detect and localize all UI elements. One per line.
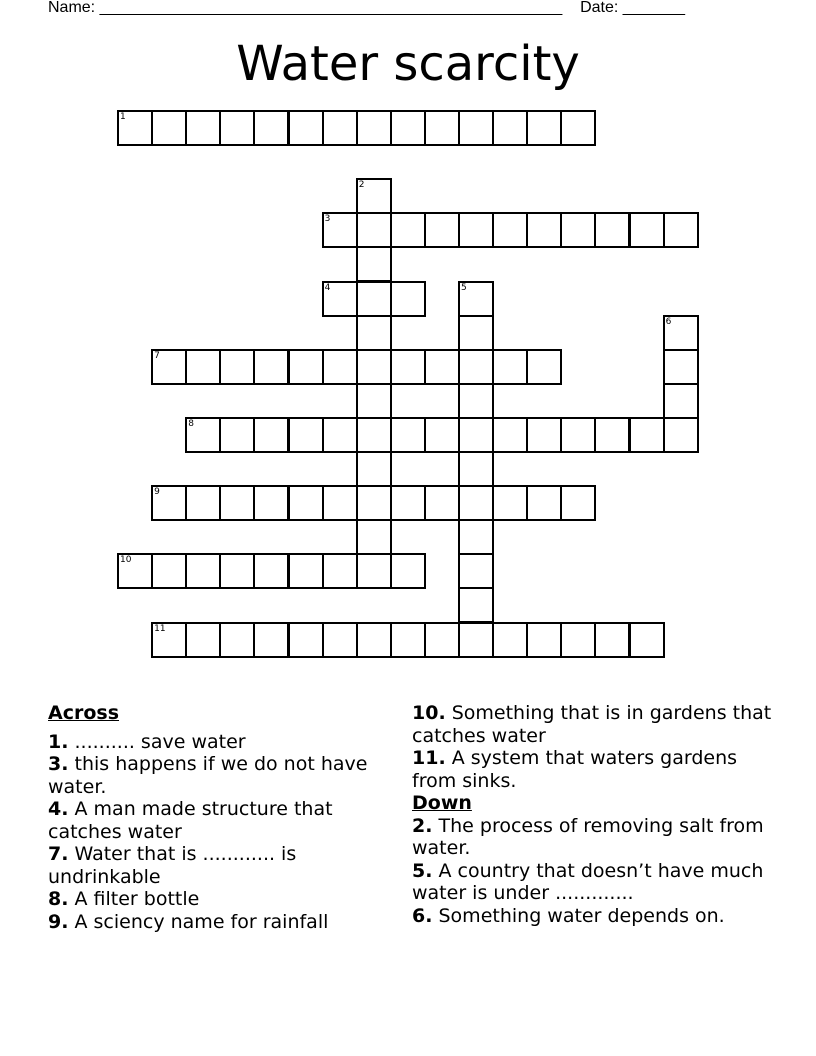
grid-cell[interactable] <box>390 212 426 248</box>
grid-cell[interactable] <box>185 417 221 453</box>
clue-across-8 <box>48 888 408 911</box>
clue-text: this happens if we do not have water. <box>48 753 368 798</box>
grid-cell[interactable] <box>492 417 528 453</box>
grid-cell[interactable] <box>526 417 562 453</box>
clue-number: 8. <box>48 888 69 910</box>
grid-cell[interactable] <box>253 485 289 521</box>
grid-cell[interactable] <box>322 212 358 248</box>
grid-cell[interactable] <box>117 553 153 589</box>
grid-cell[interactable] <box>594 622 630 658</box>
grid-cell[interactable] <box>151 349 187 385</box>
grid-cell[interactable] <box>356 110 392 146</box>
grid-cell[interactable] <box>151 622 187 658</box>
clue-across-4 <box>48 798 408 843</box>
grid-cell[interactable] <box>151 485 187 521</box>
grid-cell[interactable] <box>526 212 562 248</box>
grid-cell[interactable] <box>288 485 324 521</box>
grid-cell[interactable] <box>458 315 494 351</box>
grid-cell[interactable] <box>492 622 528 658</box>
grid-cell[interactable] <box>424 349 460 385</box>
grid-cell[interactable] <box>629 212 665 248</box>
grid-cell[interactable] <box>322 349 358 385</box>
grid-cell[interactable] <box>253 110 289 146</box>
grid-cell[interactable] <box>219 110 255 146</box>
grid-cell[interactable] <box>458 622 494 658</box>
grid-cell[interactable] <box>322 622 358 658</box>
grid-cell[interactable] <box>253 622 289 658</box>
grid-cell[interactable] <box>390 349 426 385</box>
clue-text: A system that waters gardens from sinks. <box>412 747 738 792</box>
clues-left-column <box>48 702 408 933</box>
clue-number-label: 1 <box>120 112 126 122</box>
grid-cell[interactable] <box>663 383 699 419</box>
grid-cell[interactable] <box>458 417 494 453</box>
clue-across-10 <box>412 702 772 747</box>
clue-number: 5. <box>412 859 433 882</box>
clue-number-label: 4 <box>324 282 331 293</box>
grid-cell[interactable] <box>356 622 392 658</box>
clue-text: A man made structure that catches water <box>48 798 333 843</box>
clue-number: 6. <box>412 904 433 927</box>
grid-cell[interactable] <box>458 519 494 555</box>
grid-cell[interactable] <box>560 417 596 453</box>
grid-cell[interactable] <box>458 212 494 248</box>
clue-number-label: 3 <box>324 214 331 225</box>
grid-cell[interactable] <box>219 349 255 385</box>
clue-number-label: 2 <box>358 180 365 191</box>
grid-cell[interactable] <box>424 417 460 453</box>
grid-cell[interactable] <box>458 451 494 487</box>
grid-cell[interactable] <box>288 622 324 658</box>
clue-text: Water that is ............ is undrinkable <box>48 843 297 888</box>
grid-cell[interactable] <box>253 417 289 453</box>
down-heading: Down <box>412 792 472 814</box>
clue-number-label: 7 <box>154 350 160 361</box>
grid-cell[interactable] <box>390 553 426 589</box>
date-label: Date: <box>580 0 619 16</box>
date-field[interactable]: _______ <box>622 0 686 16</box>
grid-cell[interactable] <box>356 349 392 385</box>
grid-cell[interactable] <box>253 349 289 385</box>
clue-number-label: 9 <box>154 487 160 498</box>
grid-cell[interactable] <box>219 553 255 589</box>
grid-cell[interactable] <box>424 212 460 248</box>
grid-cell[interactable] <box>526 485 562 521</box>
clue-text: Something water depends on. <box>438 904 725 927</box>
across-heading: Across <box>48 702 120 724</box>
clue-text: The process of removing salt from water. <box>412 814 764 859</box>
grid-cell[interactable] <box>458 553 494 589</box>
grid-cell[interactable] <box>356 485 392 521</box>
grid-cell[interactable] <box>629 417 665 453</box>
clue-down-2 <box>412 815 772 860</box>
grid-cell[interactable] <box>356 246 392 282</box>
grid-cell[interactable] <box>356 178 392 214</box>
grid-cell[interactable] <box>322 553 358 589</box>
grid-cell[interactable] <box>151 110 187 146</box>
grid-cell[interactable] <box>458 281 494 317</box>
clue-number: 11. <box>412 747 446 769</box>
grid-cell[interactable] <box>390 281 426 317</box>
clue-across-1 <box>48 731 408 754</box>
grid-cell[interactable] <box>185 110 221 146</box>
grid-cell[interactable] <box>219 417 255 453</box>
grid-cell[interactable] <box>219 485 255 521</box>
grid-cell[interactable] <box>492 485 528 521</box>
grid-cell[interactable] <box>629 622 665 658</box>
grid-cell[interactable] <box>526 349 562 385</box>
grid-cell[interactable] <box>560 485 596 521</box>
grid-cell[interactable] <box>253 553 289 589</box>
clue-number: 9. <box>48 910 69 933</box>
grid-cell[interactable] <box>663 349 699 385</box>
grid-cell[interactable] <box>663 315 699 351</box>
grid-cell[interactable] <box>458 110 494 146</box>
grid-cell[interactable] <box>322 485 358 521</box>
grid-cell[interactable] <box>560 110 596 146</box>
grid-cell[interactable] <box>594 417 630 453</box>
name-field[interactable]: ____________________________________________________ <box>99 0 563 16</box>
clue-text: .......... save water <box>74 730 246 753</box>
clue-number-label: 11 <box>154 623 166 634</box>
clue-number: 3. <box>48 753 69 775</box>
page-title: Water scarcity <box>236 36 580 92</box>
grid-cell[interactable] <box>526 110 562 146</box>
grid-cell[interactable] <box>458 383 494 419</box>
clue-number: 2. <box>412 814 433 837</box>
grid-cell[interactable] <box>424 622 460 658</box>
grid-cell[interactable] <box>117 110 153 146</box>
grid-cell[interactable] <box>390 110 426 146</box>
grid-cell[interactable] <box>356 383 392 419</box>
clue-number: 7. <box>48 843 69 865</box>
grid-cell[interactable] <box>390 622 426 658</box>
grid-cell[interactable] <box>356 519 392 555</box>
clue-text: A country that doesn’t have much water is under ............. <box>412 859 764 904</box>
grid-cell[interactable] <box>288 417 324 453</box>
grid-cell[interactable] <box>322 281 358 317</box>
grid-cell[interactable] <box>322 110 358 146</box>
grid-cell[interactable] <box>219 622 255 658</box>
clue-text: A sciency name for rainfall <box>74 910 329 933</box>
grid-cell[interactable] <box>458 485 494 521</box>
grid-cell[interactable] <box>526 622 562 658</box>
clues-right-column <box>412 702 772 927</box>
grid-cell[interactable] <box>322 417 358 453</box>
grid-cell[interactable] <box>458 587 494 623</box>
grid-cell[interactable] <box>458 349 494 385</box>
grid-cell[interactable] <box>492 110 528 146</box>
clue-number: 4. <box>48 798 69 820</box>
clue-down-5 <box>412 860 772 905</box>
grid-cell[interactable] <box>151 553 187 589</box>
clue-text: Something that is in gardens that catches water <box>412 702 772 747</box>
grid-cell[interactable] <box>424 110 460 146</box>
grid-cell[interactable] <box>390 417 426 453</box>
grid-cell[interactable] <box>560 622 596 658</box>
grid-cell[interactable] <box>356 417 392 453</box>
clue-across-7 <box>48 843 408 888</box>
clue-across-3 <box>48 753 408 798</box>
grid-cell[interactable] <box>185 553 221 589</box>
grid-cell[interactable] <box>288 349 324 385</box>
grid-cell[interactable] <box>185 485 221 521</box>
grid-cell[interactable] <box>356 451 392 487</box>
clue-across-9 <box>48 911 408 934</box>
clue-down-6 <box>412 905 772 928</box>
grid-cell[interactable] <box>356 315 392 351</box>
clue-number: 1. <box>48 730 69 753</box>
grid-cell[interactable] <box>185 349 221 385</box>
grid-cell[interactable] <box>492 212 528 248</box>
grid-cell[interactable] <box>594 212 630 248</box>
clue-number: 10. <box>412 702 446 724</box>
grid-cell[interactable] <box>356 281 392 317</box>
clue-number-label: 6 <box>665 316 672 327</box>
name-label: Name: <box>48 0 96 16</box>
grid-cell[interactable] <box>288 553 324 589</box>
grid-cell[interactable] <box>356 553 392 589</box>
grid-cell[interactable] <box>288 110 324 146</box>
grid-cell[interactable] <box>560 212 596 248</box>
grid-cell[interactable] <box>663 417 699 453</box>
clue-across-11 <box>412 747 772 792</box>
clue-number-label: 10 <box>120 555 132 566</box>
grid-cell[interactable] <box>424 485 460 521</box>
grid-cell[interactable] <box>356 212 392 248</box>
grid-cell[interactable] <box>185 622 221 658</box>
clue-number-label: 5 <box>461 282 467 293</box>
clue-text: A filter bottle <box>74 888 200 910</box>
grid-cell[interactable] <box>492 349 528 385</box>
grid-cell[interactable] <box>390 485 426 521</box>
clue-number-label: 8 <box>188 418 194 429</box>
grid-cell[interactable] <box>663 212 699 248</box>
